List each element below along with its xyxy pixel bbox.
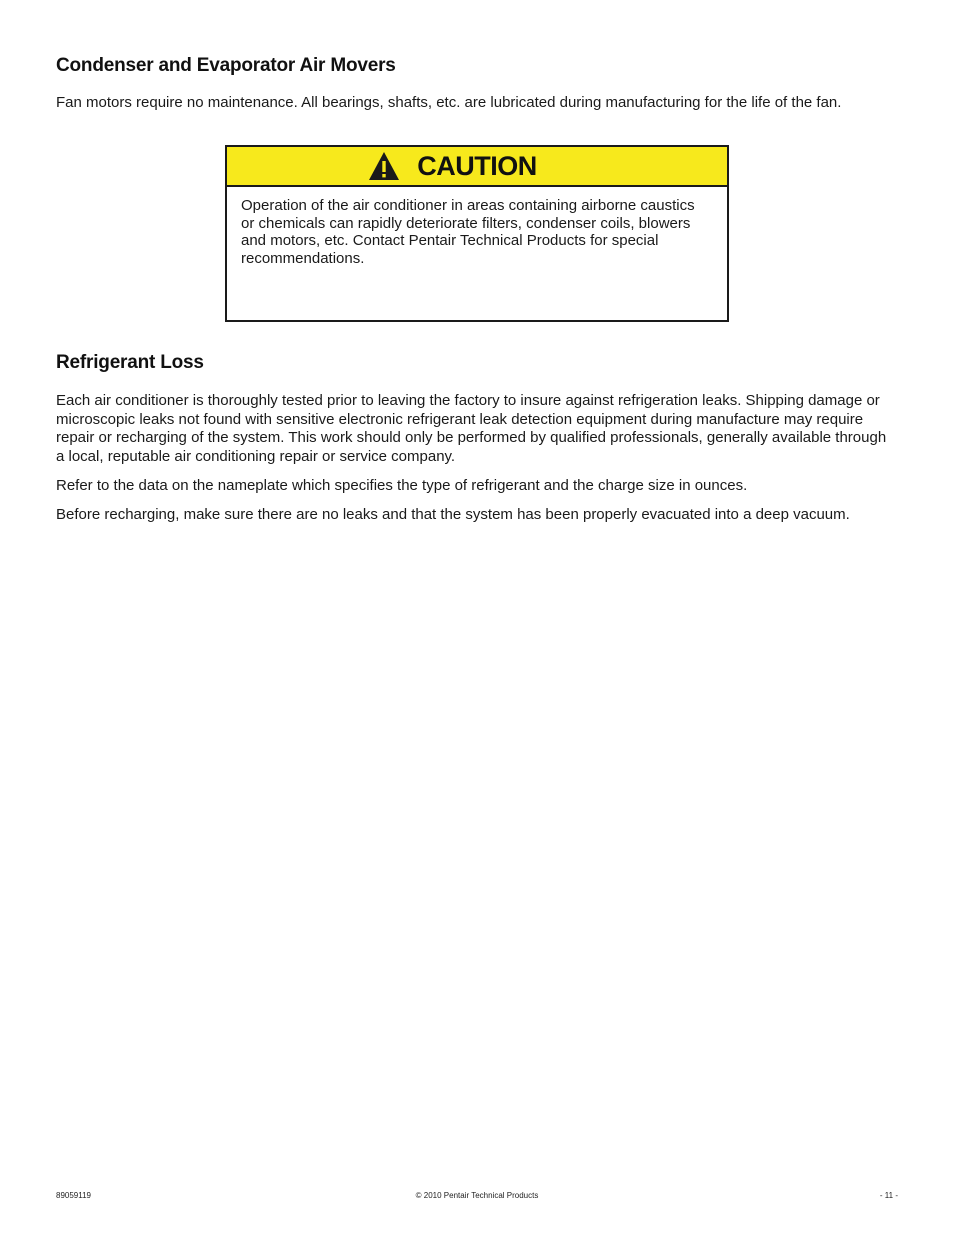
footer-doc-number: 89059119 [56, 1191, 91, 1200]
caution-header [227, 147, 727, 187]
refrigerant-paragraph-2: Refer to the data on the nameplate which specifies the type of refrigerant and the charge size in ounces. [56, 477, 748, 494]
caution-title: CAUTION [417, 150, 537, 181]
footer-page-number: - 11 - [879, 1191, 898, 1200]
footer-copyright: © 2010 Pentair Technical Products [415, 1191, 539, 1200]
caution-box [225, 145, 729, 322]
air-movers-paragraph: Fan motors require no maintenance. All bearings, shafts, etc. are lubricated during manufacturing for the life of the fan. [56, 94, 842, 111]
refrigerant-paragraph-1: Each air conditioner is thoroughly tested prior to leaving the factory to insure against refrigeration leaks. Shipping damage or microscopic leaks not found with sensitive electronic refrigerant leak detection equipment during manufacture may require repair or recharging of the system. This work should only be performed by qualified professionals, generally available through a local, reputable air conditioning repair or service company. [56, 392, 887, 465]
section-heading-air-movers: Condenser and Evaporator Air Movers [56, 55, 396, 76]
warning-triangle-icon [367, 150, 401, 182]
caution-body-text: Operation of the air conditioner in areas containing airborne caustics or chemicals can rapidly deteriorate filters, condenser coils, blowers and motors, etc. Contact Pentair Technical Products for special recommendations. [241, 197, 695, 267]
section-heading-refrigerant-loss: Refrigerant Loss [56, 352, 204, 373]
refrigerant-paragraph-3: Before recharging, make sure there are no leaks and that the system has been properly evacuated into a deep vacuum. [56, 506, 850, 523]
